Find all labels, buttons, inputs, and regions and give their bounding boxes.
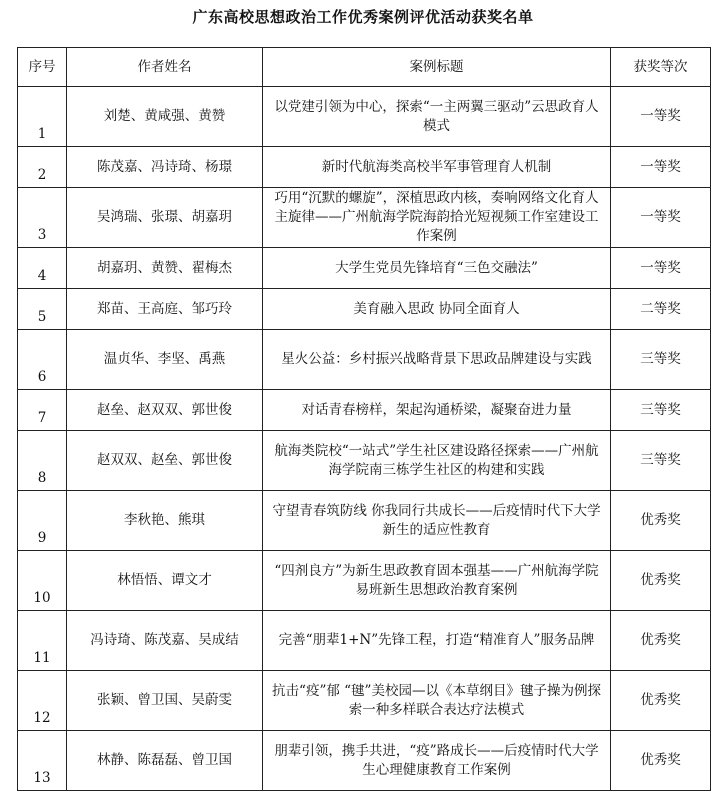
row-no: 6 bbox=[18, 330, 67, 390]
row-case-title: 以党建引领为中心，探索“一主两翼三驱动”云思政育人模式 bbox=[263, 87, 611, 147]
row-case-title: 巧用“沉默的螺旋”，深植思政内核，奏响网络文化育人主旋律——广州航海学院海韵拾光短视频工作室建设工作案例 bbox=[263, 188, 611, 248]
row-award: 优秀奖 bbox=[611, 611, 711, 671]
row-authors: 赵垒、赵双双、郭世俊 bbox=[67, 390, 263, 431]
row-award: 一等奖 bbox=[611, 147, 711, 188]
row-authors: 李秋艳、熊琪 bbox=[67, 491, 263, 551]
row-no: 7 bbox=[18, 390, 67, 431]
table-row bbox=[18, 289, 711, 330]
row-award: 优秀奖 bbox=[611, 731, 711, 791]
row-case-title: 完善“朋辈1+N”先锋工程，打造“精准育人”服务品牌 bbox=[263, 611, 611, 671]
row-no: 3 bbox=[18, 188, 67, 248]
row-case-title: 抗击“疫”郁 “毽”美校园—以《本草纲目》毽子操为例探索一种多样联合表达疗法模式 bbox=[263, 671, 611, 731]
row-no: 11 bbox=[18, 611, 67, 671]
row-case-title: “四剂良方”为新生思政教育固本强基——广州航海学院易班新生思想政治教育案例 bbox=[263, 551, 611, 611]
table-row bbox=[18, 87, 711, 147]
header-case-title: 案例标题 bbox=[263, 48, 611, 87]
row-authors: 刘楚、黄咸强、黄赞 bbox=[67, 87, 263, 147]
row-authors: 张颖、曾卫国、吴蔚雯 bbox=[67, 671, 263, 731]
table-row bbox=[18, 671, 711, 731]
row-case-title: 朋辈引领，携手共进，“疫”路成长——后疫情时代大学生心理健康教育工作案例 bbox=[263, 731, 611, 791]
row-authors: 温贞华、李坚、禹燕 bbox=[67, 330, 263, 390]
row-no: 4 bbox=[18, 248, 67, 289]
row-case-title: 美育融入思政 协同全面育人 bbox=[263, 289, 611, 330]
row-authors: 陈茂嘉、冯诗琦、杨璟 bbox=[67, 147, 263, 188]
table-row bbox=[18, 188, 711, 248]
row-authors: 郑苗、王高庭、邹巧玲 bbox=[67, 289, 263, 330]
row-authors: 胡嘉玥、黄赞、翟梅杰 bbox=[67, 248, 263, 289]
header-authors: 作者姓名 bbox=[67, 48, 263, 87]
table-header-row bbox=[18, 48, 711, 87]
row-no: 8 bbox=[18, 431, 67, 491]
row-no: 13 bbox=[18, 731, 67, 791]
header-award: 获奖等次 bbox=[611, 48, 711, 87]
table-row bbox=[18, 147, 711, 188]
row-award: 三等奖 bbox=[611, 330, 711, 390]
row-case-title: 航海类院校“一站式”学生社区建设路径探索——广州航海学院南三栋学生社区的构建和实践 bbox=[263, 431, 611, 491]
row-award: 一等奖 bbox=[611, 248, 711, 289]
table-row bbox=[18, 551, 711, 611]
row-authors: 赵双双、赵垒、郭世俊 bbox=[67, 431, 263, 491]
row-no: 12 bbox=[18, 671, 67, 731]
row-no: 5 bbox=[18, 289, 67, 330]
row-award: 优秀奖 bbox=[611, 671, 711, 731]
row-award: 三等奖 bbox=[611, 431, 711, 491]
table-row bbox=[18, 611, 711, 671]
row-case-title: 对话青春榜样，架起沟通桥梁，凝聚奋进力量 bbox=[263, 390, 611, 431]
row-award: 优秀奖 bbox=[611, 551, 711, 611]
row-award: 二等奖 bbox=[611, 289, 711, 330]
row-authors: 冯诗琦、陈茂嘉、吴成结 bbox=[67, 611, 263, 671]
row-case-title: 星火公益：乡村振兴战略背景下思政品牌建设与实践 bbox=[263, 330, 611, 390]
row-award: 一等奖 bbox=[611, 87, 711, 147]
row-award: 优秀奖 bbox=[611, 491, 711, 551]
table-row bbox=[18, 248, 711, 289]
header-no: 序号 bbox=[18, 48, 67, 87]
table-row bbox=[18, 731, 711, 791]
row-authors: 林静、陈磊磊、曾卫国 bbox=[67, 731, 263, 791]
row-award: 一等奖 bbox=[611, 188, 711, 248]
award-table bbox=[17, 47, 711, 791]
row-authors: 林悟悟、谭文才 bbox=[67, 551, 263, 611]
row-case-title: 新时代航海类高校半军事管理育人机制 bbox=[263, 147, 611, 188]
document-title: 广东高校思想政治工作优秀案例评优活动获奖名单 bbox=[192, 8, 534, 26]
row-no: 10 bbox=[18, 551, 67, 611]
table-row bbox=[18, 431, 711, 491]
table-row bbox=[18, 491, 711, 551]
row-case-title: 大学生党员先锋培育“三色交融法” bbox=[263, 248, 611, 289]
table-row bbox=[18, 330, 711, 390]
row-authors: 吴鸿瑞、张璟、胡嘉玥 bbox=[67, 188, 263, 248]
row-case-title: 守望青春筑防线 你我同行共成长——后疫情时代下大学新生的适应性教育 bbox=[263, 491, 611, 551]
row-no: 2 bbox=[18, 147, 67, 188]
row-no: 9 bbox=[18, 491, 67, 551]
table-row bbox=[18, 390, 711, 431]
row-award: 三等奖 bbox=[611, 390, 711, 431]
row-no: 1 bbox=[18, 87, 67, 147]
